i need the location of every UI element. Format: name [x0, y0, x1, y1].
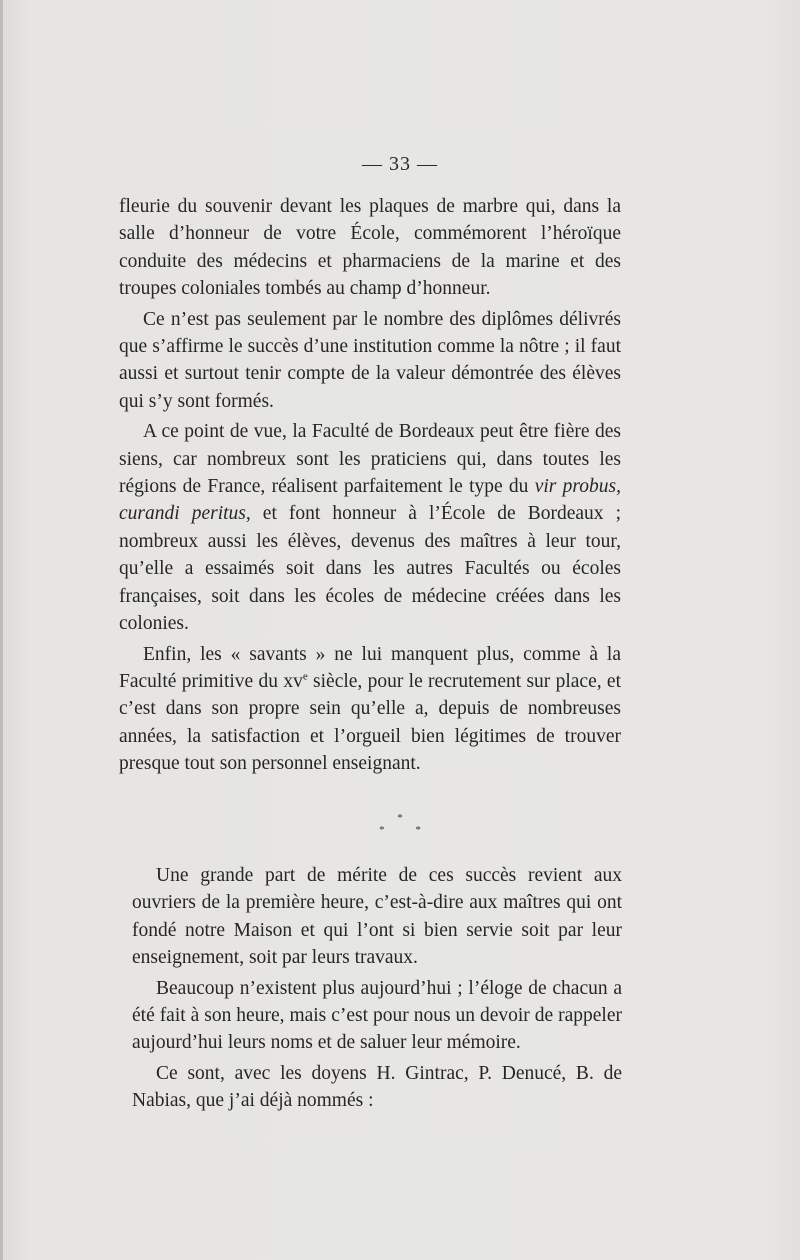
latin-phrase: vir probus, curandi peritus, [119, 476, 621, 525]
superscript: e [302, 670, 308, 683]
asterism-bottom: * * [379, 824, 435, 836]
paragraph-text: et font honneur à l’École de Bordeaux ; nombreux aussi les élèves, devenus des maîtres à leur tour, qu’elle a essaimés soit dans les autres Facultés ou écoles françaises, soit dans les écoles de médecine créées dans les colonies. [119, 503, 621, 635]
paragraph [119, 418, 621, 637]
paragraph: Ce sont, avec les doyens H. Gintrac, P. Denucé, B. de Nabias, que j’ai déjà nommés : [132, 1062, 622, 1112]
paragraph-text: siècle, pour le recrutement sur place, et c’est dans son propre sein qu’elle a, depuis de nombreuses années, la satisfaction et l’orgueil bien légitimes de trouver presque tout son personnel enseignant. [119, 670, 621, 775]
text-block-bottom [132, 862, 622, 1115]
paragraph: Beaucoup n’existent plus aujourd’hui ; l’éloge de chacun a été fait à son heure, mais c’est pour nous un devoir de rappeler aujourd’hui leurs noms et de saluer leur mémoire. [132, 977, 622, 1054]
paragraph-text: Enfin, les « savants » ne lui manquent plus, comme à la Faculté primitive du xv [119, 643, 621, 692]
page-edge [0, 0, 3, 1260]
text-block-top [119, 193, 621, 778]
section-asterism [0, 812, 800, 836]
page-number: — 33 — [362, 153, 438, 175]
paragraph [119, 641, 621, 778]
paragraph-text: A ce point de vue, la Faculté de Bordeaux peut être fière des siens, car nombreux sont les praticiens qui, dans toutes les régions de France, réalisent parfaitement le type du [119, 421, 621, 498]
asterism-top: * [397, 812, 403, 824]
paragraph: Une grande part de mérite de ces succès revient aux ouvriers de la première heure, c’est-à-dire aux maîtres qui ont fondé notre Maison et qui l’ont si bien servie soit par leur enseignement, soit par leurs travaux. [132, 865, 622, 969]
paragraph: fleurie du souvenir devant les plaques de marbre qui, dans la salle d’honneur de votre École, commémorent l’héroïque conduite des médecins et pharmaciens de la marine et des troupes coloniales tombés au champ d’honneur. [119, 196, 621, 300]
paragraph: Ce n’est pas seulement par le nombre des diplômes délivrés que s’affirme le succès d’une institution comme la nôtre ; il faut aussi et surtout tenir compte de la valeur démontrée des élèves qui s’y sont formés. [119, 308, 621, 412]
